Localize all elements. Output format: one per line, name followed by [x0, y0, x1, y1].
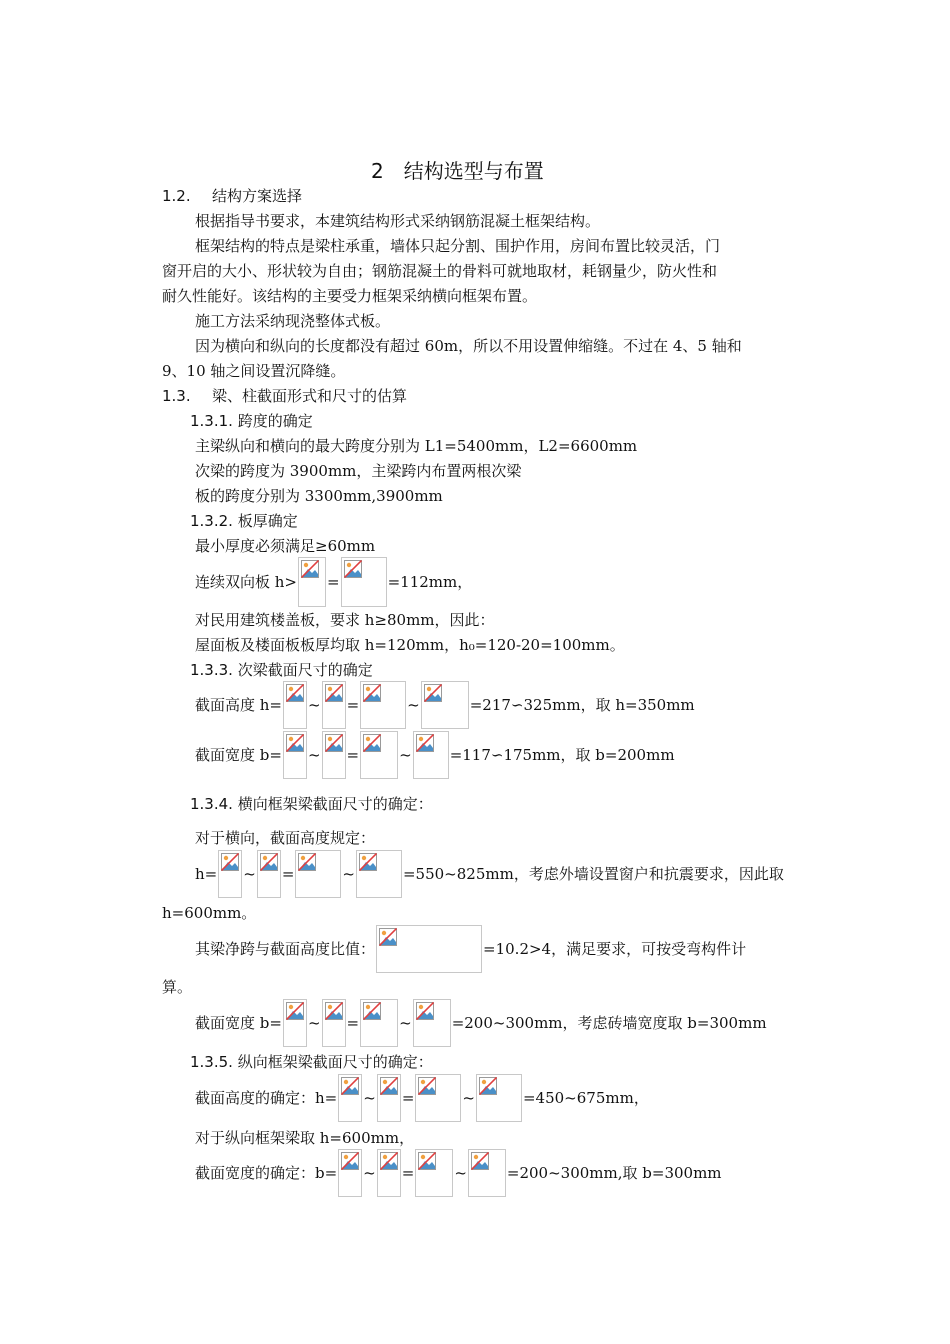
- formula-text: ~: [363, 1089, 376, 1107]
- broken-image-glyph: [363, 1002, 381, 1020]
- broken-image-icon: [413, 731, 449, 779]
- paragraph: 板的跨度分别为 3300mm,3900mm: [195, 487, 443, 505]
- formula-text: =200~300mm,取 b=300mm: [506, 1164, 722, 1182]
- broken-image-glyph: [260, 853, 278, 871]
- formula-text: ~: [462, 1089, 475, 1107]
- paragraph: 因为横向和纵向的长度都没有超过 60m，所以不用设置伸缩缝。不过在 4、5 轴和: [195, 337, 742, 355]
- broken-image-icon: [377, 1074, 401, 1122]
- formula-text: =550~825mm，考虑外墙设置窗户和抗震要求，因此取: [402, 865, 784, 883]
- formula-text: =200~300mm，考虑砖墙宽度取 b=300mm: [451, 1014, 767, 1032]
- paragraph: 框架结构的特点是梁柱承重，墙体只起分割、围护作用，房间布置比较灵活，门: [195, 237, 721, 255]
- formula-text: =: [327, 573, 340, 591]
- broken-image-icon: [360, 999, 398, 1047]
- formula-text: ~: [454, 1164, 467, 1182]
- broken-image-glyph: [380, 1077, 398, 1095]
- formula-text: =: [346, 1014, 360, 1032]
- section-title: 结构方案选择: [212, 187, 303, 205]
- paragraph: 耐久性能好。该结构的主要受力框架采纳横向框架布置。: [162, 287, 538, 305]
- broken-image-glyph: [359, 853, 377, 871]
- formula-text: =217∽325mm，取 h=350mm: [469, 696, 695, 714]
- broken-image-glyph: [344, 560, 362, 578]
- broken-image-glyph: [325, 734, 343, 752]
- broken-image-icon: [415, 1074, 461, 1122]
- broken-image-glyph: [286, 684, 304, 702]
- formula-text: =: [346, 746, 360, 764]
- paragraph: 最小厚度必须满足≥60mm: [195, 537, 376, 555]
- section-number: 1.2.: [162, 187, 191, 205]
- broken-image-icon: [476, 1074, 522, 1122]
- formula-text: 连续双向板 h>: [195, 573, 297, 591]
- formula-text: ~: [243, 865, 256, 883]
- broken-image-icon: [283, 731, 307, 779]
- broken-image-glyph: [416, 1002, 434, 1020]
- broken-image-icon: [468, 1149, 506, 1197]
- broken-image-glyph: [286, 1002, 304, 1020]
- broken-image-icon: [322, 999, 346, 1047]
- formula-text: =: [281, 865, 295, 883]
- section-title: 板厚确定: [237, 512, 298, 530]
- broken-image-icon: [360, 731, 398, 779]
- formula-text: 截面宽度 b=: [195, 746, 282, 764]
- paragraph: 对民用建筑楼盖板，要求 h≥80mm，因此：: [195, 611, 495, 629]
- formula-text: =112mm，: [387, 573, 473, 591]
- formula-row: [195, 1074, 649, 1122]
- broken-image-glyph: [363, 684, 381, 702]
- broken-image-icon: [283, 999, 307, 1047]
- section-number: 1.3.1.: [190, 412, 233, 430]
- formula-text: =: [401, 1089, 415, 1107]
- formula-text: 其梁净跨与截面高度比值：: [195, 940, 376, 958]
- section-title: 梁、柱截面形式和尺寸的估算: [212, 387, 408, 405]
- page-title: 2 结构选型与布置: [371, 159, 544, 183]
- paragraph: 屋面板及楼面板板厚均取 h=120mm，h₀=120-20=100mm。: [195, 636, 625, 654]
- formula-text: ~: [342, 865, 355, 883]
- formula-text: ~: [363, 1164, 376, 1182]
- section-title: 横向框架梁截面尺寸的确定：: [237, 795, 433, 813]
- paragraph: 9、10 轴之间设置沉降缝。: [162, 362, 346, 380]
- broken-image-icon: [360, 681, 406, 729]
- formula-text: 截面高度的确定：h=: [195, 1089, 338, 1107]
- broken-image-glyph: [424, 684, 442, 702]
- paragraph: h=600mm。: [162, 904, 257, 922]
- broken-image-glyph: [379, 928, 397, 946]
- broken-image-glyph: [479, 1077, 497, 1095]
- broken-image-icon: [413, 999, 451, 1047]
- broken-image-icon: [421, 681, 469, 729]
- broken-image-glyph: [301, 560, 319, 578]
- formula-text: ~: [308, 696, 321, 714]
- paragraph: 算。: [162, 978, 193, 996]
- broken-image-glyph: [363, 734, 381, 752]
- section-number: 1.3.3.: [190, 661, 233, 679]
- paragraph: 窗开启的大小、形状较为自由；钢筋混凝土的骨料可就地取材，耗钢量少，防火性和: [162, 262, 718, 280]
- broken-image-icon: [283, 681, 307, 729]
- section-title: 次梁截面尺寸的确定: [237, 661, 373, 679]
- broken-image-icon: [218, 850, 242, 898]
- formula-row: [195, 557, 472, 607]
- broken-image-icon: [415, 1149, 453, 1197]
- section-title: 跨度的确定: [237, 412, 313, 430]
- section-1-2-heading: [162, 186, 302, 206]
- broken-image-glyph: [286, 734, 304, 752]
- broken-image-glyph: [380, 1152, 398, 1170]
- broken-image-icon: [338, 1074, 362, 1122]
- broken-image-icon: [356, 850, 402, 898]
- paragraph: 对于横向，截面高度规定：: [195, 829, 376, 847]
- formula-row: [195, 999, 767, 1047]
- broken-image-icon: [322, 681, 346, 729]
- formula-text: h=: [195, 865, 218, 883]
- paragraph: 主梁纵向和横向的最大跨度分别为 L1=5400mm，L2=6600mm: [195, 437, 638, 455]
- formula-text: ~: [399, 1014, 412, 1032]
- paragraph: 对于纵向框架梁取 h=600mm，: [195, 1129, 415, 1147]
- formula-text: ~: [399, 746, 412, 764]
- broken-image-glyph: [341, 1152, 359, 1170]
- formula-text: ~: [307, 1014, 321, 1032]
- broken-image-glyph: [298, 853, 316, 871]
- formula-text: 截面高度 h=: [195, 696, 282, 714]
- subsection-1-3-4-heading: [190, 794, 433, 814]
- formula-row: [195, 731, 675, 779]
- paragraph: 次梁的跨度为 3900mm，主梁跨内布置两根次梁: [195, 462, 522, 480]
- section-number: 1.3.: [162, 387, 191, 405]
- formula-text: 截面宽度的确定：b=: [195, 1164, 338, 1182]
- broken-image-icon: [298, 557, 326, 607]
- formula-text: ~: [307, 746, 321, 764]
- broken-image-icon: [338, 1149, 362, 1197]
- section-title: 纵向框架梁截面尺寸的确定：: [237, 1053, 433, 1071]
- broken-image-icon: [376, 925, 482, 973]
- formula-text: =: [401, 1164, 415, 1182]
- broken-image-icon: [377, 1149, 401, 1197]
- broken-image-icon: [295, 850, 341, 898]
- formula-text: =10.2>4，满足要求，可按受弯构件计: [483, 940, 747, 958]
- formula-row: [195, 681, 695, 729]
- formula-row: [195, 925, 746, 973]
- formula-row: [195, 1149, 722, 1197]
- formula-text: =: [346, 696, 360, 714]
- section-1-3-heading: [162, 386, 407, 406]
- broken-image-glyph: [325, 1002, 343, 1020]
- broken-image-glyph: [221, 853, 239, 871]
- broken-image-icon: [257, 850, 281, 898]
- paragraph: 根据指导书要求，本建筑结构形式采纳钢筋混凝土框架结构。: [195, 212, 601, 230]
- broken-image-icon: [322, 731, 346, 779]
- formula-row: [195, 850, 784, 898]
- broken-image-glyph: [416, 734, 434, 752]
- section-number: 1.3.2.: [190, 512, 233, 530]
- subsection-1-3-2-heading: [190, 511, 298, 531]
- broken-image-glyph: [325, 684, 343, 702]
- subsection-1-3-5-heading: [190, 1052, 433, 1072]
- subsection-1-3-1-heading: [190, 411, 313, 431]
- paragraph: 施工方法采纳现浇整体式板。: [195, 312, 391, 330]
- section-number: 1.3.5.: [190, 1053, 233, 1071]
- broken-image-glyph: [418, 1077, 436, 1095]
- broken-image-icon: [341, 557, 387, 607]
- section-number: 1.3.4.: [190, 795, 233, 813]
- broken-image-glyph: [418, 1152, 436, 1170]
- broken-image-glyph: [341, 1077, 359, 1095]
- broken-image-glyph: [471, 1152, 489, 1170]
- subsection-1-3-3-heading: [190, 660, 373, 680]
- formula-text: ~: [407, 696, 420, 714]
- formula-text: 截面宽度 b=: [195, 1014, 282, 1032]
- formula-text: =117∽175mm，取 b=200mm: [449, 746, 675, 764]
- formula-text: =450~675mm，: [522, 1089, 649, 1107]
